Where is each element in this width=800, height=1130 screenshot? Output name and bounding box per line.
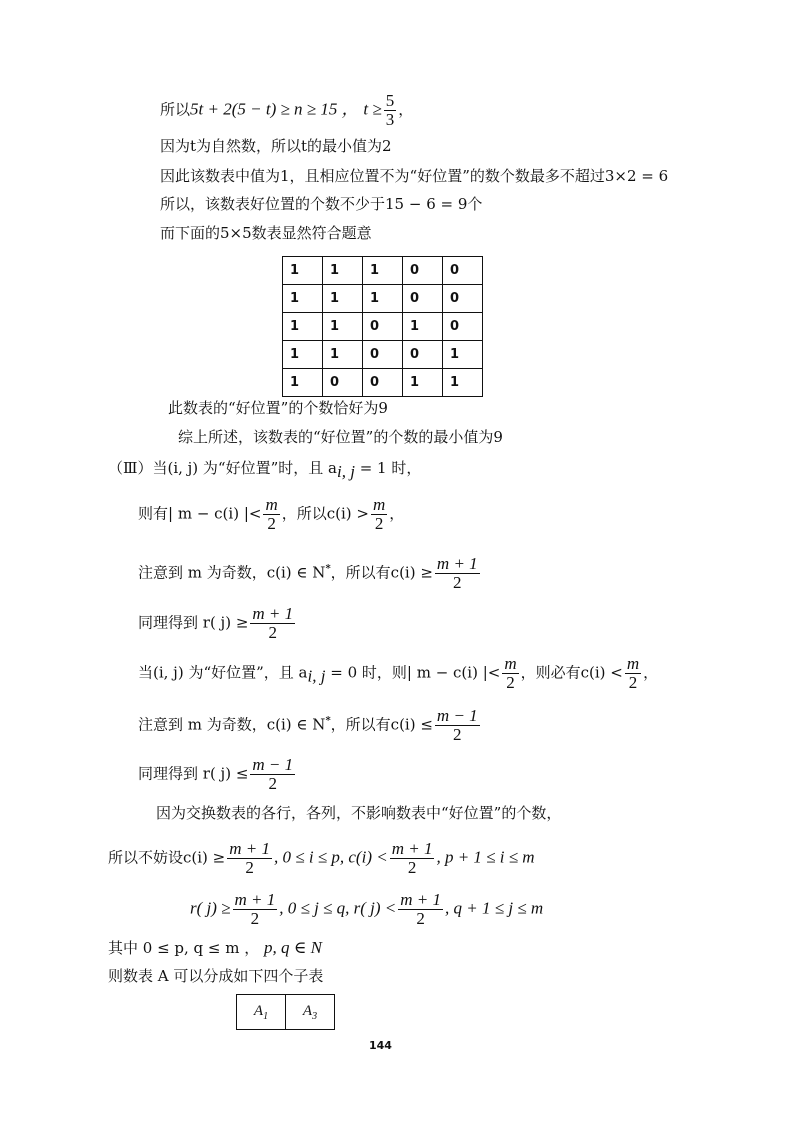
line-part-3: [108, 458, 421, 482]
text: ，所以有c(i) ≤: [330, 715, 433, 734]
text: ，所以c(i) >: [281, 504, 369, 523]
table-cell: 1: [283, 341, 323, 369]
line-split-table: 则数表 A 可以分成如下四个子表: [108, 967, 324, 985]
math: , p + 1 ≤ i ≤ m: [436, 847, 535, 867]
sub-table-cell-a3: $A_3$: [286, 995, 335, 1030]
text: ，则必有c(i) <: [520, 663, 623, 682]
table-cell: 0: [363, 369, 403, 397]
table-cell: 1: [323, 285, 363, 313]
fraction-m-2: $\frac{m}{2}$: [265, 495, 278, 533]
superscript: *: [325, 715, 331, 727]
text: 同理得到 r( j) ≥: [138, 613, 249, 632]
math: r( j) ≥: [190, 898, 231, 918]
text: 所以: [160, 100, 191, 119]
text: ，: [643, 663, 659, 682]
table-cell: 0: [403, 285, 443, 313]
fraction-m-2: $\frac{m}{2}$: [626, 654, 640, 692]
line-m-odd-1: [138, 555, 482, 592]
math: 5t + 2(5 − t) ≥ n ≥ 15 ，: [190, 99, 359, 119]
fraction-m-minus-1-2: $\frac{m - 1}{2}$: [252, 755, 294, 793]
table-cell: 1: [403, 369, 443, 397]
table-cell: 1: [323, 341, 363, 369]
text: ，: [398, 100, 414, 119]
text: 注意到 m 为奇数，c(i) ∈ N: [138, 715, 326, 734]
text: ，所以有c(i) ≥: [330, 563, 433, 582]
table-row: [283, 341, 483, 369]
table-cell: 1: [283, 369, 323, 397]
table-cell: 1: [443, 369, 483, 397]
table-cell: 1: [283, 257, 323, 285]
subscript: i, j: [307, 666, 326, 686]
text: 所以不妨设c(i) ≥: [108, 848, 226, 867]
line-inequality-t: [160, 92, 413, 129]
page-number: 144: [369, 1039, 392, 1052]
table-cell: 1: [363, 285, 403, 313]
line-r-leq: [138, 756, 297, 793]
text: （Ⅲ）当(i, j) 为“好位置”时，且 a: [108, 459, 337, 477]
text: = 1 时，: [354, 459, 422, 477]
line-assume-c: [108, 840, 535, 877]
math: , 0 ≤ j ≤ q, r( j) <: [279, 898, 397, 918]
line-t-natural: 因为t为自然数，所以t的最小值为2: [160, 137, 392, 155]
table-cell: 1: [323, 257, 363, 285]
sub-table: [236, 994, 335, 1030]
math: , q + 1 ≤ j ≤ m: [445, 898, 544, 918]
table-cell: 1: [323, 313, 363, 341]
table-row: [283, 257, 483, 285]
line-conclusion: 综上所述，该数表的“好位置”的个数的最小值为9: [178, 428, 503, 446]
table-cell: 0: [403, 341, 443, 369]
math: , 0 ≤ i ≤ p, c(i) <: [274, 847, 388, 867]
text: = 0 时，则| m − c(i) |<: [325, 663, 501, 682]
subscript: i, j: [336, 462, 355, 481]
table-cell: 0: [323, 369, 363, 397]
line-assume-r: [190, 891, 543, 928]
math: p, q ∈ N: [264, 938, 322, 957]
text: 其中 0 ≤ p, q ≤ m ，: [108, 939, 260, 957]
text: 则有| m − c(i) |<: [138, 504, 262, 523]
fraction-m-minus-1-2: $\frac{m - 1}{2}$: [436, 706, 478, 744]
text: 当(i, j) 为“好位置”，且 a: [138, 663, 308, 682]
table-cell: 0: [443, 313, 483, 341]
fraction-m-plus-1-2: $\frac{m + 1}{2}$: [229, 839, 270, 877]
table-cell: 1: [283, 285, 323, 313]
line-m-odd-2: [138, 707, 482, 744]
table-cell: 1: [363, 257, 403, 285]
line-abs-c: [138, 496, 404, 533]
table-cell: 0: [443, 257, 483, 285]
table-row: [283, 285, 483, 313]
line-count-nine: 此数表的“好位置”的个数恰好为9: [168, 399, 388, 417]
table-cell: 0: [363, 313, 403, 341]
table-cell: 0: [403, 257, 443, 285]
line-good-positions: 所以，该数表好位置的个数不少于15 − 6 = 9个: [160, 195, 483, 213]
line-r-geq: [138, 605, 297, 642]
fraction-5-3: $\frac{5}{3}$: [385, 91, 395, 129]
table-cell: 1: [283, 313, 323, 341]
line-where-pq: [108, 938, 322, 958]
table-cell: 0: [363, 341, 403, 369]
superscript: *: [325, 563, 331, 575]
fraction-m-plus-1-2: $\frac{m + 1}{2}$: [252, 604, 294, 642]
fraction-m-plus-1-2: $\frac{m + 1}{2}$: [436, 554, 478, 592]
table-cell: 1: [403, 313, 443, 341]
table-row: [283, 313, 483, 341]
table-cell: 0: [443, 285, 483, 313]
table-cell: 1: [443, 341, 483, 369]
line-table-intro: 而下面的5×5数表显然符合题意: [160, 224, 372, 242]
line-count-bound: 因此该数表中值为1，且相应位置不为“好位置”的数个数最多不超过3×2 = 6: [160, 167, 669, 185]
fraction-m-plus-1-2: $\frac{m + 1}{2}$: [391, 839, 433, 877]
line-a-zero: [138, 655, 658, 692]
fraction-m-plus-1-2: $\frac{m + 1}{2}$: [234, 890, 276, 928]
fraction-m-2: $\frac{m}{2}$: [504, 654, 517, 692]
table-row: [283, 369, 483, 397]
sub-table-cell-a1: $A_1$: [237, 995, 286, 1030]
math: t ≥: [363, 99, 382, 119]
text: ，: [389, 504, 405, 523]
line-swap-rows: 因为交换数表的各行，各列，不影响数表中“好位置”的个数，: [156, 804, 562, 822]
text: 注意到 m 为奇数，c(i) ∈ N: [138, 563, 326, 582]
number-table-5x5: [282, 256, 483, 397]
fraction-m-plus-1-2: $\frac{m + 1}{2}$: [400, 890, 442, 928]
fraction-m-2: $\frac{m}{2}$: [372, 495, 386, 533]
text: 同理得到 r( j) ≤: [138, 764, 249, 783]
